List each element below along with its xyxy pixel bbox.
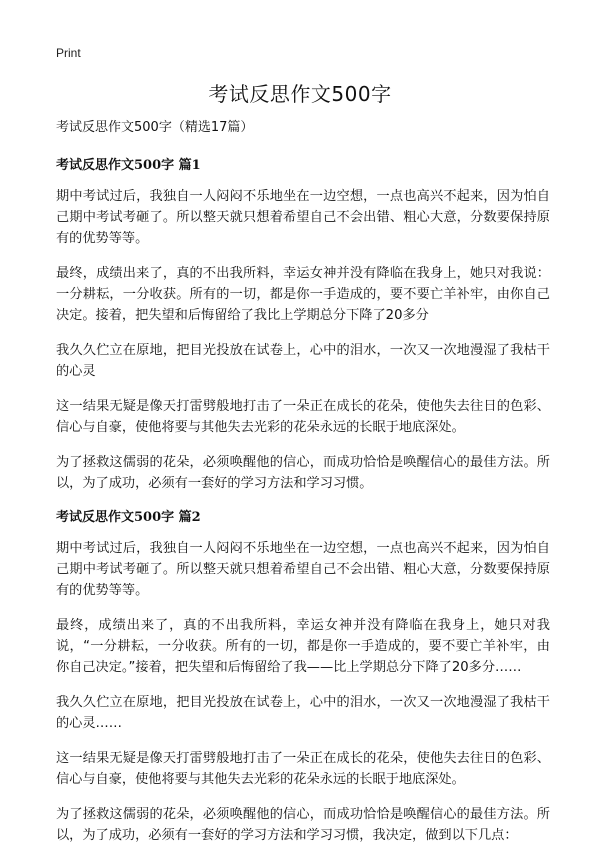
section-heading: 考试反思作文500字 篇2: [56, 510, 201, 525]
paragraph: 为了拯救这儒弱的花朵，必须唤醒他的信心，而成功恰恰是唤醒信心的最佳方法。所以，为了成功，必须有一套好的学习方法和学习习惯。: [56, 455, 550, 491]
document-body: [56, 118, 550, 860]
paragraph: 期中考试过后，我独自一人闷闷不乐地坐在一边空想，一点也高兴不起来，因为怕自己期中考试考砸了。所以整天就只想着希望自己不会出错、粗心大意，分数要保持原有的优势等等。: [56, 541, 550, 598]
paragraph: 我久久伫立在原地，把目光投放在试卷上，心中的泪水，一次又一次地漫湿了我枯干的心灵……: [56, 695, 550, 731]
print-link[interactable]: Print: [56, 46, 81, 60]
document-subtitle: 考试反思作文500字（精选17篇）: [56, 120, 254, 135]
paragraph: 我久久伫立在原地，把目光投放在试卷上，心中的泪水，一次又一次地漫湿了我枯干的心灵: [56, 343, 550, 379]
paragraph: 期中考试过后，我独自一人闷闷不乐地坐在一边空想，一点也高兴不起来，因为怕自己期中考试考砸了。所以整天就只想着希望自己不会出错、粗心大意，分数要保持原有的优势等等。: [56, 189, 550, 246]
essay-section-1: [56, 156, 550, 494]
paragraph: 这一结果无疑是像天打雷劈般地打击了一朵正在成长的花朵，使他失去往日的色彩、信心与自豪，使他将要与其他失去光彩的花朵永远的长眠于地底深处。: [56, 751, 550, 787]
paragraph: 最终，成绩出来了，真的不出我所料，幸运女神并没有降临在我身上，她只对我说，“一分耕耘，一分收获。所有的一切，都是你一手造成的，要不要亡羊补牢，由你自己决定。”接着，把失望和后悔留给了我——比上学期总分下降了20多分……: [56, 618, 550, 675]
paragraph: 为了拯救这儒弱的花朵，必须唤醒他的信心，而成功恰恰是唤醒信心的最佳方法。所以，为了成功，必须有一套好的学习方法和学习习惯，我决定，做到以下几点：: [56, 807, 550, 843]
page-title: 考试反思作文500字: [208, 82, 392, 106]
paragraph: 这一结果无疑是像天打雷劈般地打击了一朵正在成长的花朵，使他失去往日的色彩、信心与自豪，使他将要与其他失去光彩的花朵永远的长眠于地底深处。: [56, 399, 550, 435]
paragraph: 最终，成绩出来了，真的不出我所料，幸运女神并没有降临在我身上，她只对我说：一分耕耘，一分收获。所有的一切，都是你一手造成的，要不要亡羊补牢，由你自己决定。接着，把失望和后悔留给了我比上学期总分下降了20多分: [56, 266, 550, 323]
essay-section-2: [56, 508, 550, 846]
section-heading: 考试反思作文500字 篇1: [56, 158, 201, 173]
